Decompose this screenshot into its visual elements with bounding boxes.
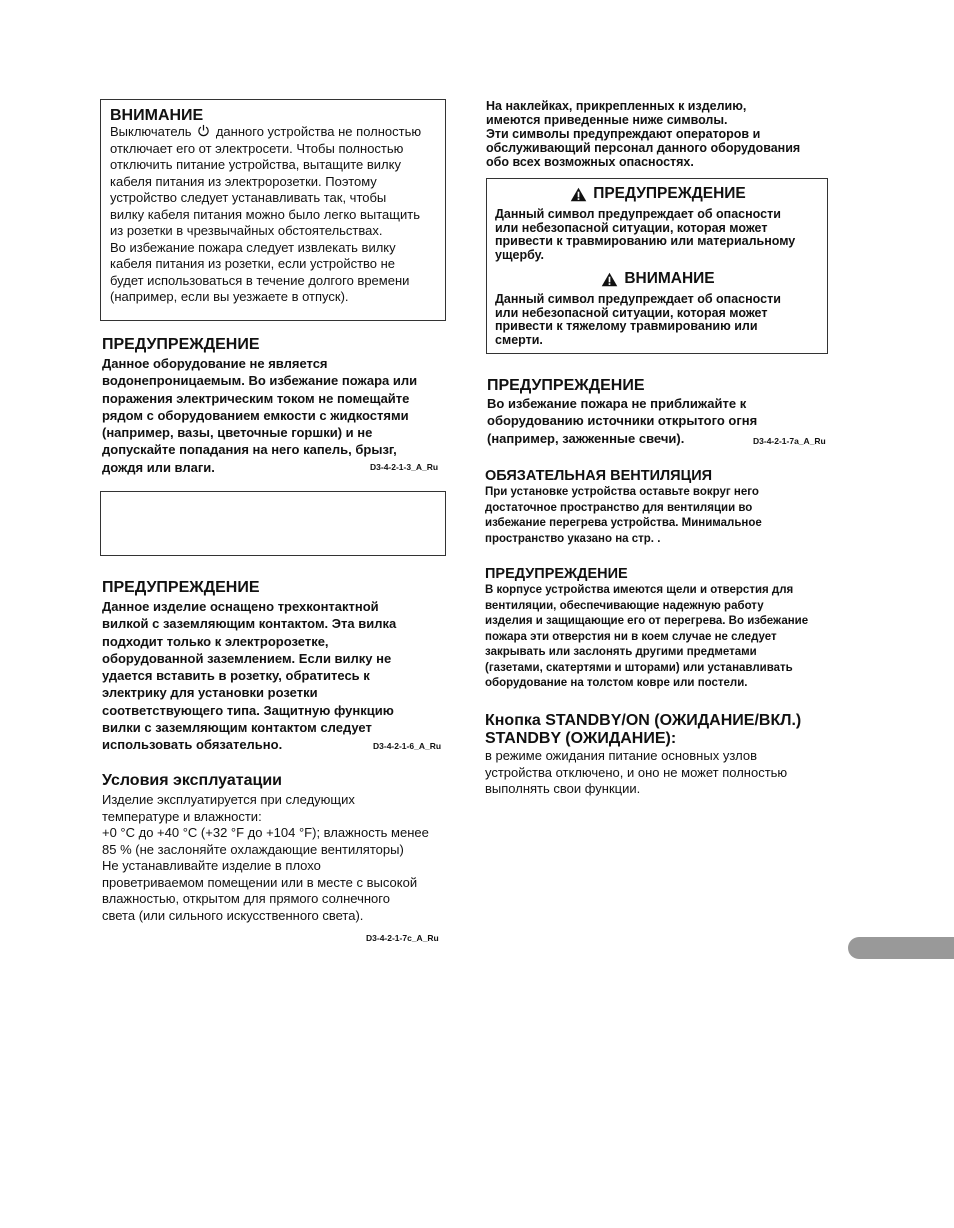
ventilation-line: избежание перегрева устройства. Минимальное <box>485 517 762 529</box>
warning2-line: вилкой с заземляющим контактом. Эта вилка <box>102 616 397 632</box>
fire-warning-line: Во избежание пожара не приближайте к <box>487 396 747 411</box>
warning1-line: дождя или влаги. <box>102 459 215 475</box>
symbol-caution-text <box>495 293 781 348</box>
intro-line: имеются приведенные ниже символы. <box>486 113 728 127</box>
symbol-warning-line: Данный символ предупреждает об опасности <box>495 207 781 221</box>
symbol-caution-line: смерти. <box>495 333 543 348</box>
slots-warning-line: (газетами, скатертями и шторами) или устанавливать <box>485 661 793 674</box>
warning1-line: (например, вазы, цветочные горшки) и не <box>102 425 373 441</box>
slots-warning-line: пожара эти отверстия ни в коем случае не следует <box>485 630 777 643</box>
caution-line-9: кабеля питания из розетки, если устройство не <box>110 256 396 271</box>
standby-title-line-1: Кнопка STANDBY/ON (ОЖИДАНИЕ/ВКЛ.) <box>485 712 802 729</box>
caution-line-11: (например, если вы уезжаете в отпуск). <box>110 289 349 304</box>
caution-line-7: из розетки в чрезвычайных обстоятельствах. <box>110 223 383 238</box>
slots-warning-line: изделия и защищающие его от перегрева. Во избежание <box>485 615 809 627</box>
caution-line-3: отключить питание устройства, вытащите вилку <box>110 157 401 172</box>
warning1-text <box>102 355 417 476</box>
fire-warning-line: (например, зажженные свечи). <box>487 430 685 446</box>
caution-line-10: будет использоваться в течение долгого времени <box>110 272 410 288</box>
caution-line-6: вилку кабеля питания можно было легко вытащить <box>110 206 420 222</box>
symbols-intro <box>486 99 800 169</box>
warning1-title: ПРЕДУПРЕЖДЕНИЕ <box>102 336 260 353</box>
standby-line: в режиме ожидания питание основных узлов <box>485 748 758 763</box>
caution-triangle-icon <box>601 272 618 287</box>
ventilation-title: ОБЯЗАТЕЛЬНАЯ ВЕНТИЛЯЦИЯ <box>485 468 713 484</box>
caution-line-5: устройство следует устанавливать так, чтобы <box>110 190 387 205</box>
warning1-line: поражения электрическим током не помещайте <box>102 390 410 406</box>
caution-line-4: кабеля питания из электророзетки. Поэтому <box>110 173 377 189</box>
ventilation-line: пространство указано на стр. . <box>485 532 661 545</box>
warning2-line: Данное изделие оснащено трехконтактной <box>102 599 379 614</box>
warning2-code: D3-4-2-1-6_A_Ru <box>373 741 442 751</box>
warning2-line: удается вставить в розетку, обратитесь к <box>102 668 370 684</box>
operating-line: +0 °C до +40 °C (+32 °F до +104 °F); влажность менее <box>102 825 429 840</box>
intro-line: обо всех возможных опасностях. <box>486 155 694 169</box>
power-icon <box>197 124 210 137</box>
warning2-line: вилки с заземляющим контактом следует <box>102 720 372 736</box>
symbol-warning-line: ущербу. <box>495 248 544 263</box>
warning-triangle-icon <box>570 187 587 202</box>
slots-warning-line: оборудование на толстом ковре или постели. <box>485 677 748 689</box>
slots-warning-line: закрывать или заслонять другими предметами <box>485 646 757 658</box>
slots-warning-text <box>485 583 808 692</box>
fire-warning-title: ПРЕДУПРЕЖДЕНИЕ <box>487 377 645 394</box>
operating-line: Не устанавливайте изделие в плохо <box>102 858 321 873</box>
standby-title-line-2: STANDBY (ОЖИДАНИЕ): <box>485 730 677 747</box>
symbol-caution-line: Данный символ предупреждает об опасности <box>495 292 781 306</box>
warning1-code: D3-4-2-1-3_A_Ru <box>370 462 439 472</box>
warning2-title: ПРЕДУПРЕЖДЕНИЕ <box>102 579 260 596</box>
operating-code: D3-4-2-1-7c_A_Ru <box>366 933 439 943</box>
intro-line: обслуживающий персонал данного оборудования <box>486 141 801 155</box>
warning2-line: электрику для установки розетки <box>102 685 318 701</box>
symbol-caution-title: ВНИМАНИЕ <box>624 270 715 287</box>
operating-text <box>102 792 429 924</box>
warning2-text <box>102 598 396 754</box>
warning1-line: рядом с оборудованием емкости с жидкостями <box>102 407 409 423</box>
slots-warning-title: ПРЕДУПРЕЖДЕНИЕ <box>485 566 628 582</box>
symbol-warning-title: ПРЕДУПРЕЖДЕНИЕ <box>593 185 746 202</box>
operating-line: температуре и влажности: <box>102 808 262 824</box>
warning1-line: Данное оборудование не является <box>102 356 328 371</box>
symbol-warning-heading <box>487 185 829 203</box>
language-tab <box>848 937 954 959</box>
symbol-warning-line: привести к травмированию или материальному <box>495 234 796 249</box>
standby-title <box>485 712 801 748</box>
intro-line: Эти символы предупреждают операторов и <box>486 127 761 141</box>
caution-box <box>100 99 446 321</box>
warning1-line: допускайте попадания на него капель, брызг, <box>102 442 397 458</box>
caution-line-8: Во избежание пожара следует извлекать вилку <box>110 239 396 255</box>
warning2-line: использовать обязательно. <box>102 737 283 753</box>
operating-line: 85 % (не заслоняйте охлаждающие вентиляторы) <box>102 841 404 857</box>
fire-warning-line: оборудованию источники открытого огня <box>487 413 758 429</box>
caution-line-1: данного устройства не полностью <box>215 124 422 139</box>
operating-line: проветриваемом помещении или в месте с высокой <box>102 874 418 890</box>
symbol-caution-line: привести к тяжелому травмированию или <box>495 319 758 334</box>
warning2-line: соответствующего типа. Защитную функцию <box>102 702 394 718</box>
warning1-line: водонепроницаемым. Во избежание пожара или <box>102 373 418 389</box>
symbol-caution-heading <box>487 270 829 288</box>
caution-text <box>110 124 421 306</box>
symbols-box <box>486 178 828 354</box>
standby-line: выполнять свои функции. <box>485 781 641 796</box>
standby-line: устройства отключено, и оно не может полностью <box>485 764 788 780</box>
standby-text <box>485 748 787 798</box>
intro-line: На наклейках, прикрепленных к изделию, <box>486 99 747 113</box>
ventilation-text <box>485 485 762 547</box>
symbol-caution-line: или небезопасной ситуации, которая может <box>495 305 768 320</box>
slots-warning-line: В корпусе устройства имеются щели и отверстия для <box>485 584 794 596</box>
operating-title: Условия эксплуатации <box>102 772 282 789</box>
caution-line-2: отключает его от электросети. Чтобы полностью <box>110 140 404 156</box>
caution-title: ВНИМАНИЕ <box>110 107 204 124</box>
fire-warning-code: D3-4-2-1-7a_A_Ru <box>753 436 826 446</box>
symbol-warning-line: или небезопасной ситуации, которая может <box>495 220 768 235</box>
ventilation-line: При установке устройства оставьте вокруг него <box>485 486 759 498</box>
warning2-line: оборудованной заземлением. Если вилку не <box>102 650 392 666</box>
operating-line: света (или сильного искусственного света). <box>102 907 364 923</box>
empty-box <box>100 491 446 556</box>
slots-warning-line: вентиляции, обеспечивающие надежную работу <box>485 599 764 612</box>
symbol-warning-text <box>495 208 795 263</box>
ventilation-line: достаточное пространство для вентиляции во <box>485 501 753 514</box>
caution-first-word: Выключатель <box>110 124 192 139</box>
operating-line: Изделие эксплуатируется при следующих <box>102 792 355 807</box>
warning2-line: подходит только к электророзетке, <box>102 633 329 649</box>
operating-line: влажностью, открытом для прямого солнечного <box>102 891 390 906</box>
fire-warning-text <box>487 395 757 447</box>
